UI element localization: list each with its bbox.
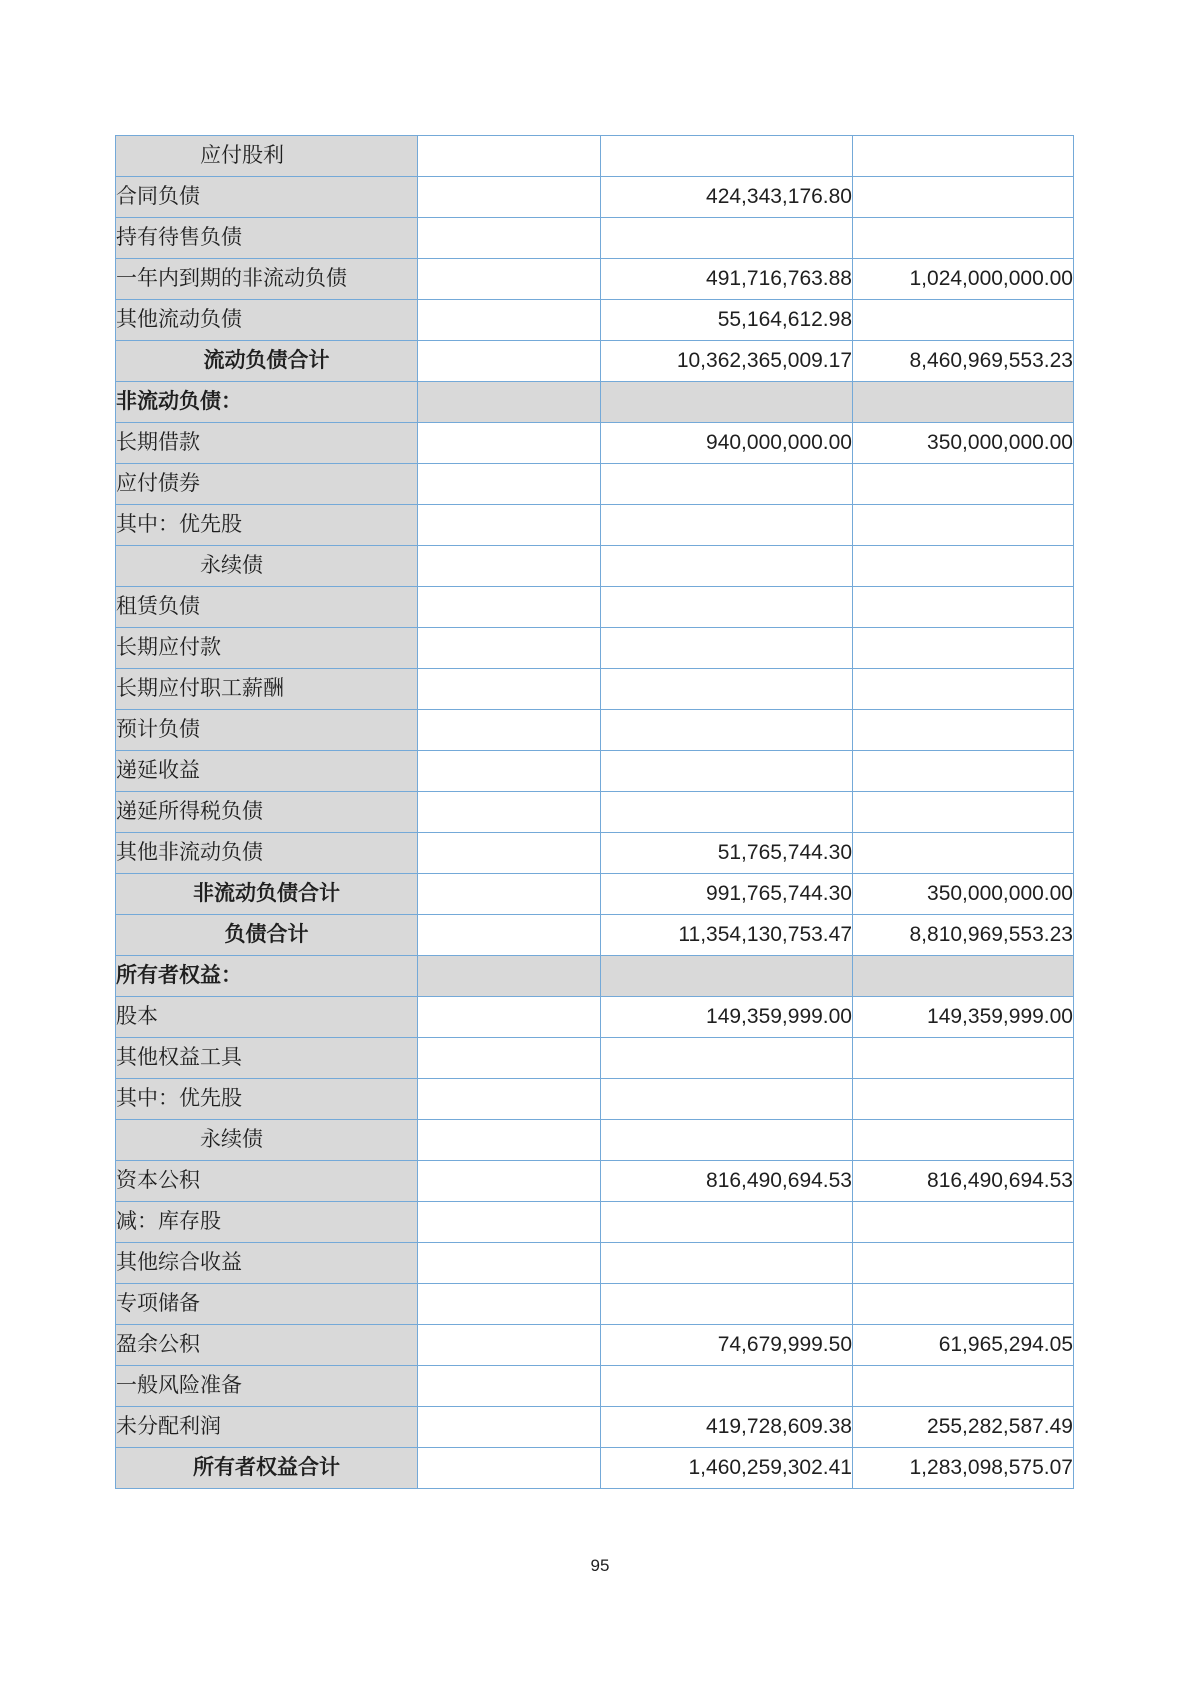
row-notes-cell <box>418 669 601 710</box>
row-current-period-value <box>601 136 853 177</box>
row-item-label: 递延所得税负债 <box>116 792 418 833</box>
table-row <box>116 1284 1074 1325</box>
row-current-period-value <box>601 751 853 792</box>
row-item-label: 一般风险准备 <box>116 1366 418 1407</box>
row-prior-period-value <box>853 628 1074 669</box>
row-notes-cell <box>418 259 601 300</box>
row-item-label: 永续债 <box>116 546 418 587</box>
row-prior-period-value <box>853 218 1074 259</box>
row-item-label: 预计负债 <box>116 710 418 751</box>
row-notes-cell <box>418 1448 601 1489</box>
row-item-label: 持有待售负债 <box>116 218 418 259</box>
row-current-period-value: 51,765,744.30 <box>601 833 853 874</box>
row-item-label: 负债合计 <box>116 915 418 956</box>
row-item-label: 应付债券 <box>116 464 418 505</box>
row-current-period-value: 491,716,763.88 <box>601 259 853 300</box>
table-row <box>116 1448 1074 1489</box>
row-notes-cell <box>418 300 601 341</box>
table-row <box>116 423 1074 464</box>
row-current-period-value: 11,354,130,753.47 <box>601 915 853 956</box>
row-prior-period-value <box>853 669 1074 710</box>
table-row <box>116 300 1074 341</box>
row-current-period-value <box>601 1038 853 1079</box>
table-row <box>116 1120 1074 1161</box>
row-item-label: 非流动负债合计 <box>116 874 418 915</box>
table-row <box>116 1202 1074 1243</box>
row-notes-cell <box>418 956 601 997</box>
row-notes-cell <box>418 628 601 669</box>
table-row <box>116 956 1074 997</box>
row-current-period-value <box>601 1243 853 1284</box>
table-row <box>116 1161 1074 1202</box>
row-notes-cell <box>418 792 601 833</box>
row-current-period-value <box>601 1079 853 1120</box>
row-notes-cell <box>418 1161 601 1202</box>
row-notes-cell <box>418 915 601 956</box>
row-current-period-value <box>601 505 853 546</box>
row-current-period-value <box>601 382 853 423</box>
row-current-period-value <box>601 1120 853 1161</box>
row-notes-cell <box>418 423 601 464</box>
page-number: 95 <box>590 1556 610 1575</box>
table-row <box>116 546 1074 587</box>
row-prior-period-value <box>853 956 1074 997</box>
row-prior-period-value <box>853 1366 1074 1407</box>
table-row <box>116 669 1074 710</box>
row-prior-period-value <box>853 1202 1074 1243</box>
row-current-period-value: 940,000,000.00 <box>601 423 853 464</box>
row-item-label: 长期应付款 <box>116 628 418 669</box>
row-prior-period-value <box>853 1038 1074 1079</box>
row-item-label: 租赁负债 <box>116 587 418 628</box>
row-notes-cell <box>418 177 601 218</box>
row-item-label: 盈余公积 <box>116 1325 418 1366</box>
row-notes-cell <box>418 505 601 546</box>
row-current-period-value <box>601 956 853 997</box>
row-current-period-value <box>601 218 853 259</box>
row-prior-period-value <box>853 1079 1074 1120</box>
row-current-period-value <box>601 546 853 587</box>
row-current-period-value <box>601 464 853 505</box>
row-item-label: 减：库存股 <box>116 1202 418 1243</box>
row-prior-period-value <box>853 833 1074 874</box>
table-row <box>116 464 1074 505</box>
row-prior-period-value: 1,283,098,575.07 <box>853 1448 1074 1489</box>
row-prior-period-value: 8,460,969,553.23 <box>853 341 1074 382</box>
row-item-label: 资本公积 <box>116 1161 418 1202</box>
row-item-label: 长期借款 <box>116 423 418 464</box>
table-row <box>116 710 1074 751</box>
table-row <box>116 628 1074 669</box>
row-item-label: 永续债 <box>116 1120 418 1161</box>
row-notes-cell <box>418 1325 601 1366</box>
row-prior-period-value <box>853 505 1074 546</box>
row-prior-period-value: 816,490,694.53 <box>853 1161 1074 1202</box>
row-current-period-value: 55,164,612.98 <box>601 300 853 341</box>
row-notes-cell <box>418 341 601 382</box>
row-prior-period-value <box>853 1284 1074 1325</box>
row-notes-cell <box>418 1202 601 1243</box>
table-row <box>116 833 1074 874</box>
table-row <box>116 751 1074 792</box>
row-item-label: 所有者权益合计 <box>116 1448 418 1489</box>
table-row <box>116 218 1074 259</box>
table-row <box>116 997 1074 1038</box>
row-current-period-value <box>601 587 853 628</box>
row-item-label: 合同负债 <box>116 177 418 218</box>
table-row <box>116 792 1074 833</box>
balance-sheet-table <box>115 135 1074 1489</box>
row-item-label: 其他权益工具 <box>116 1038 418 1079</box>
row-current-period-value: 424,343,176.80 <box>601 177 853 218</box>
row-prior-period-value <box>853 1120 1074 1161</box>
row-prior-period-value <box>853 464 1074 505</box>
row-prior-period-value: 350,000,000.00 <box>853 874 1074 915</box>
row-notes-cell <box>418 997 601 1038</box>
row-current-period-value: 991,765,744.30 <box>601 874 853 915</box>
table-row <box>116 874 1074 915</box>
row-item-label: 其他综合收益 <box>116 1243 418 1284</box>
row-current-period-value <box>601 1366 853 1407</box>
table-row <box>116 1407 1074 1448</box>
row-notes-cell <box>418 464 601 505</box>
row-item-label: 递延收益 <box>116 751 418 792</box>
row-prior-period-value: 61,965,294.05 <box>853 1325 1074 1366</box>
row-notes-cell <box>418 1407 601 1448</box>
row-notes-cell <box>418 1120 601 1161</box>
row-notes-cell <box>418 587 601 628</box>
table-row <box>116 1366 1074 1407</box>
row-item-label: 其中：优先股 <box>116 1079 418 1120</box>
row-current-period-value: 1,460,259,302.41 <box>601 1448 853 1489</box>
row-current-period-value <box>601 628 853 669</box>
row-item-label: 所有者权益： <box>116 956 418 997</box>
table-row <box>116 177 1074 218</box>
table-row <box>116 1243 1074 1284</box>
row-current-period-value: 10,362,365,009.17 <box>601 341 853 382</box>
row-notes-cell <box>418 874 601 915</box>
table-row <box>116 587 1074 628</box>
row-prior-period-value <box>853 300 1074 341</box>
row-current-period-value <box>601 710 853 751</box>
table-row <box>116 1079 1074 1120</box>
row-item-label: 其中：优先股 <box>116 505 418 546</box>
row-prior-period-value <box>853 751 1074 792</box>
row-current-period-value: 816,490,694.53 <box>601 1161 853 1202</box>
row-item-label: 专项储备 <box>116 1284 418 1325</box>
row-notes-cell <box>418 1284 601 1325</box>
row-prior-period-value <box>853 587 1074 628</box>
row-prior-period-value: 255,282,587.49 <box>853 1407 1074 1448</box>
row-prior-period-value <box>853 710 1074 751</box>
row-prior-period-value <box>853 136 1074 177</box>
row-notes-cell <box>418 382 601 423</box>
row-current-period-value <box>601 792 853 833</box>
row-prior-period-value: 1,024,000,000.00 <box>853 259 1074 300</box>
row-item-label: 一年内到期的非流动负债 <box>116 259 418 300</box>
row-prior-period-value <box>853 382 1074 423</box>
row-item-label: 应付股利 <box>116 136 418 177</box>
row-prior-period-value <box>853 792 1074 833</box>
row-current-period-value: 149,359,999.00 <box>601 997 853 1038</box>
table-row <box>116 1038 1074 1079</box>
row-notes-cell <box>418 1366 601 1407</box>
table-row <box>116 341 1074 382</box>
table-row <box>116 382 1074 423</box>
row-item-label: 长期应付职工薪酬 <box>116 669 418 710</box>
row-prior-period-value <box>853 177 1074 218</box>
row-prior-period-value <box>853 546 1074 587</box>
row-notes-cell <box>418 1243 601 1284</box>
table-row <box>116 915 1074 956</box>
row-prior-period-value: 8,810,969,553.23 <box>853 915 1074 956</box>
row-notes-cell <box>418 1079 601 1120</box>
row-current-period-value <box>601 669 853 710</box>
row-current-period-value <box>601 1284 853 1325</box>
row-prior-period-value <box>853 1243 1074 1284</box>
row-notes-cell <box>418 751 601 792</box>
table-row <box>116 1325 1074 1366</box>
row-current-period-value: 419,728,609.38 <box>601 1407 853 1448</box>
row-current-period-value: 74,679,999.50 <box>601 1325 853 1366</box>
row-item-label: 股本 <box>116 997 418 1038</box>
row-prior-period-value: 149,359,999.00 <box>853 997 1074 1038</box>
row-item-label: 未分配利润 <box>116 1407 418 1448</box>
row-item-label: 非流动负债： <box>116 382 418 423</box>
table-row <box>116 505 1074 546</box>
row-notes-cell <box>418 136 601 177</box>
row-current-period-value <box>601 1202 853 1243</box>
row-prior-period-value: 350,000,000.00 <box>853 423 1074 464</box>
row-notes-cell <box>418 1038 601 1079</box>
row-item-label: 其他流动负债 <box>116 300 418 341</box>
table-row <box>116 136 1074 177</box>
row-notes-cell <box>418 546 601 587</box>
row-notes-cell <box>418 833 601 874</box>
row-notes-cell <box>418 218 601 259</box>
table-body <box>116 136 1074 1489</box>
row-notes-cell <box>418 710 601 751</box>
row-item-label: 其他非流动负债 <box>116 833 418 874</box>
table-row <box>116 259 1074 300</box>
row-item-label: 流动负债合计 <box>116 341 418 382</box>
